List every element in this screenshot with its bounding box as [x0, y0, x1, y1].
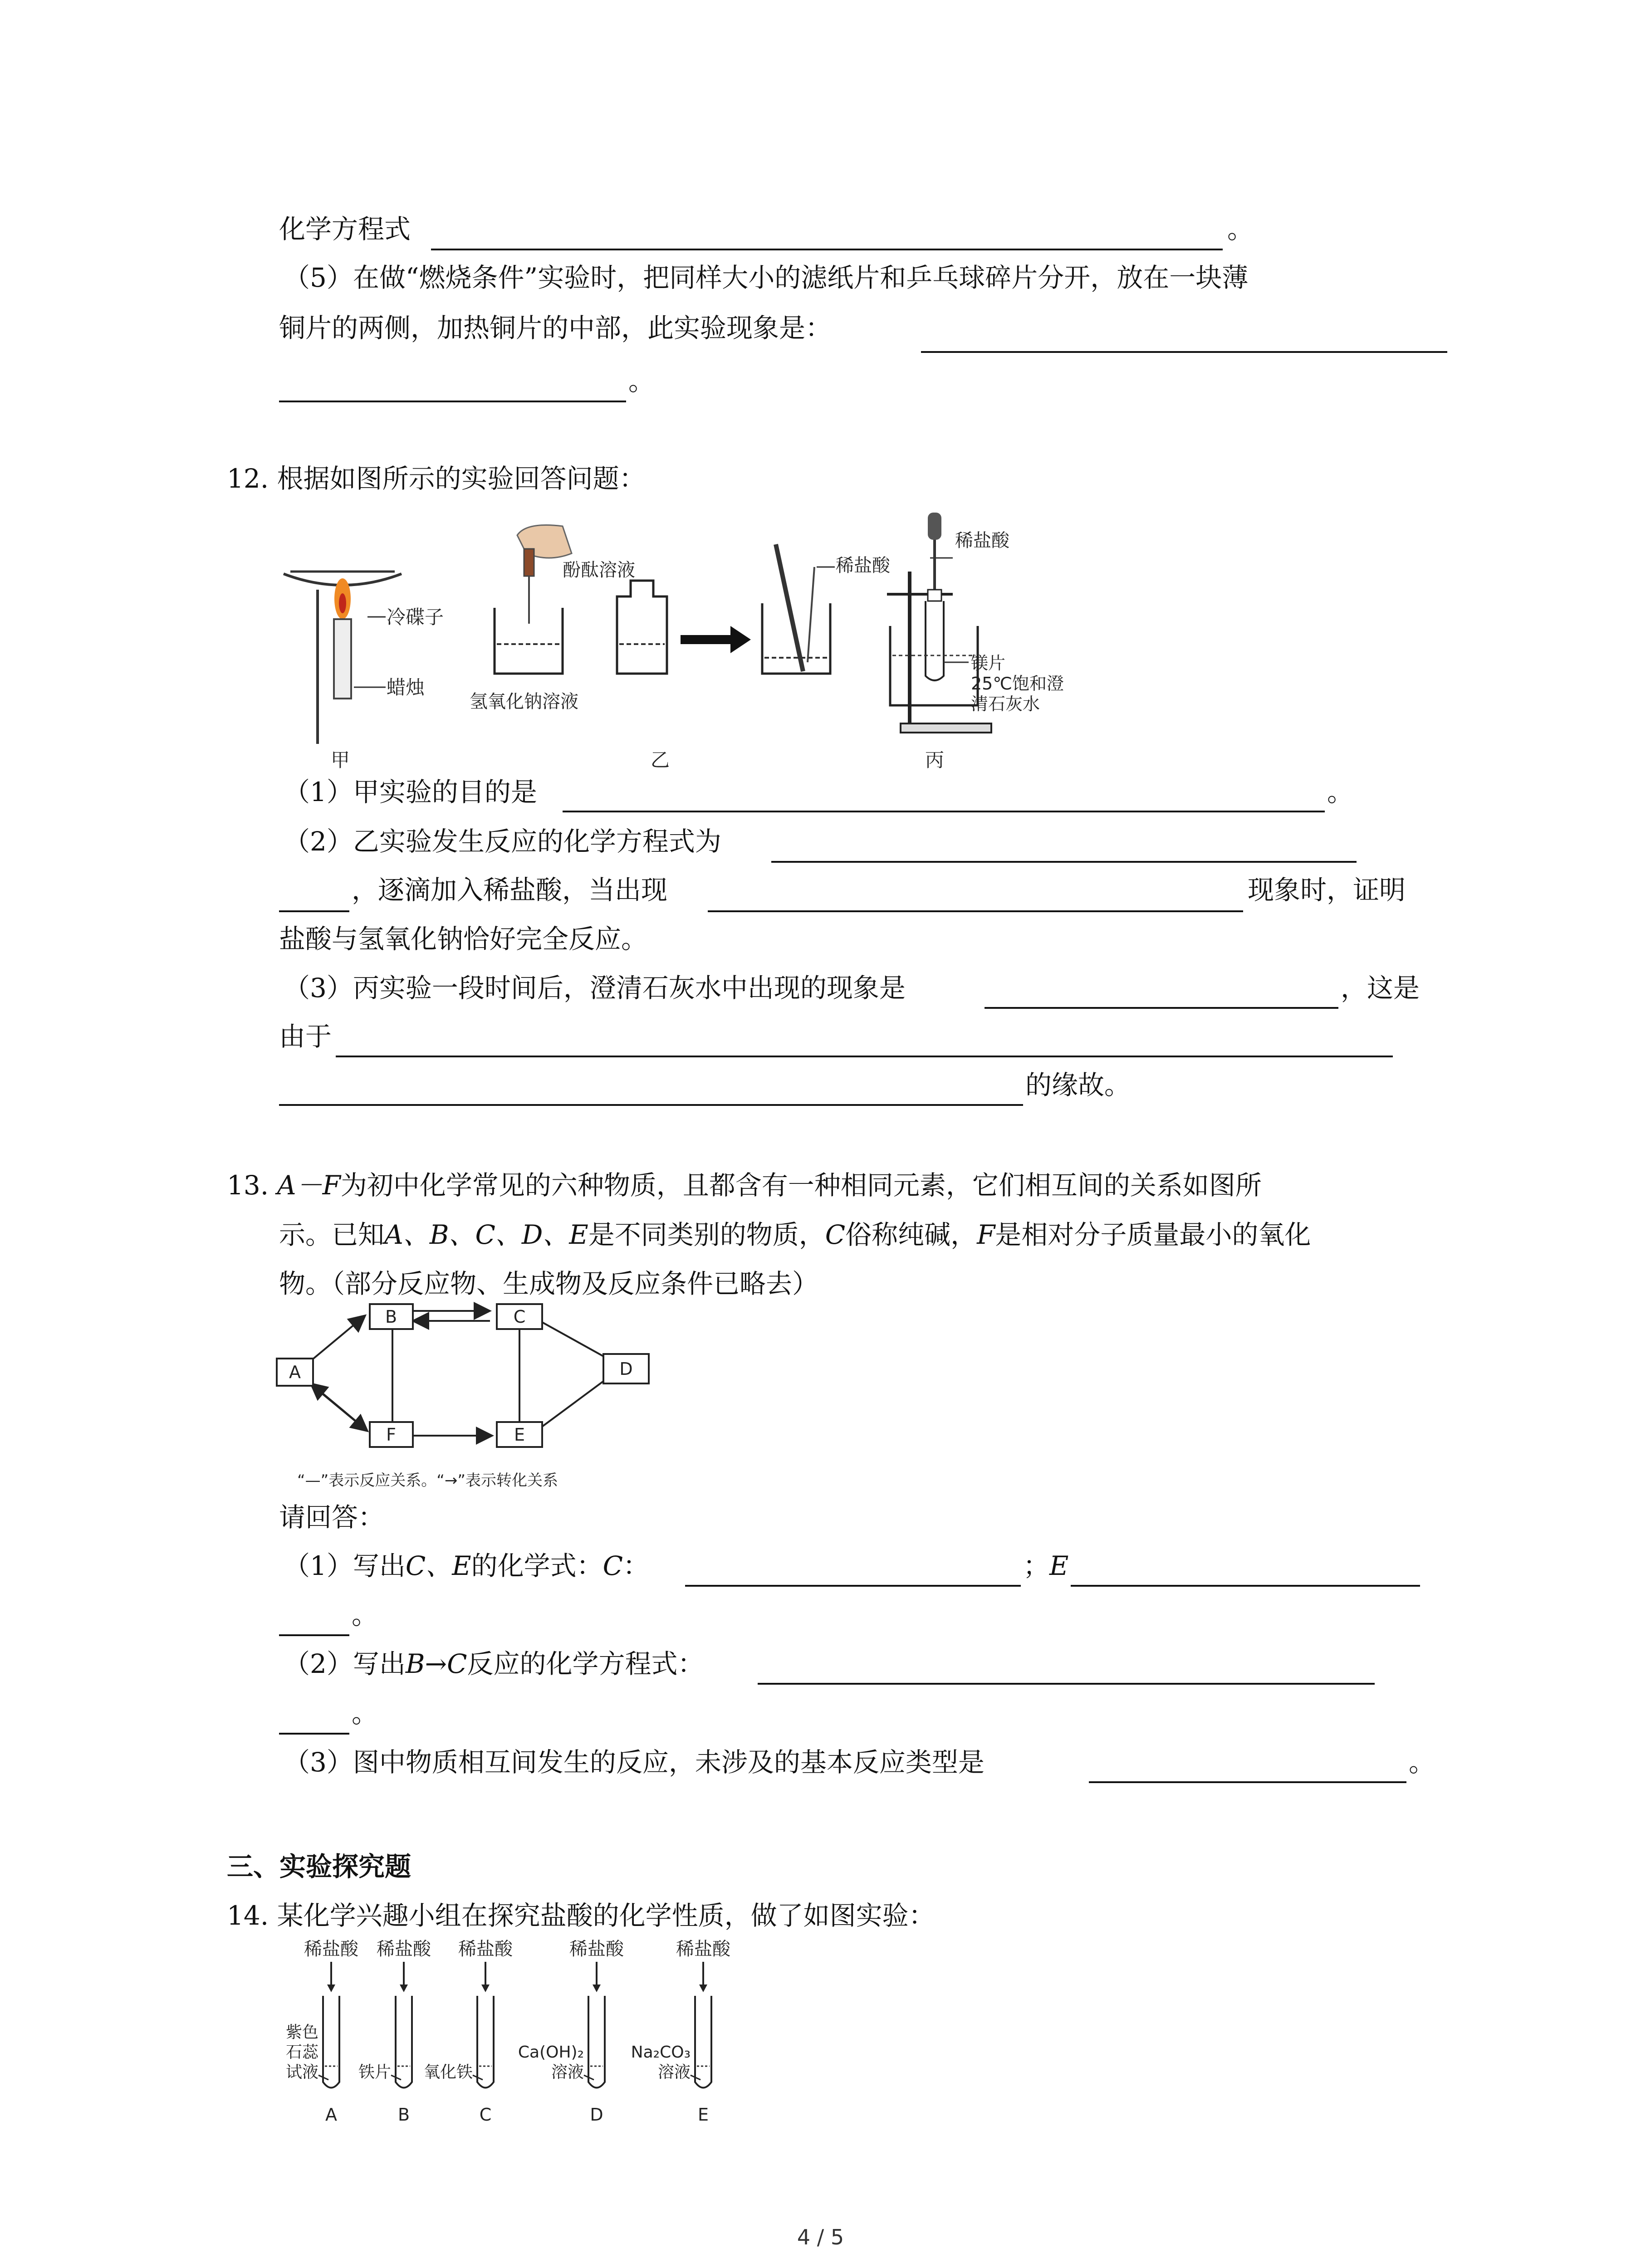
label-limewater-1: 25℃饱和澄: [971, 674, 1064, 694]
label-cold-plate: 冷碟子: [387, 606, 444, 628]
tube-side-label-A-0: 紫色: [285, 2023, 318, 2042]
q12-part3-line3-end: 的缘故。: [1025, 1070, 1131, 1100]
label-mg: 镁片: [971, 653, 1006, 673]
page-number: 4 / 5: [797, 2225, 844, 2249]
q12-part2-blank-3[interactable]: [708, 910, 1243, 912]
tube-letter-E: E: [697, 2105, 709, 2125]
q13-part2-end: 。: [352, 1698, 378, 1729]
q12-part2-mid: ，逐滴加入稀盐酸，当出现: [352, 875, 668, 905]
q11-part5-line1: （5）在做“燃烧条件”实验时，把同样大小的滤纸片和乒乓球碎片分开，放在一块薄: [284, 262, 1249, 293]
tube-letter-A: A: [325, 2105, 337, 2125]
tube-top-label-A: 稀盐酸: [304, 1939, 358, 1960]
q11-equation-label: 化学方程式: [279, 214, 411, 244]
label-bing: 丙: [925, 749, 945, 771]
q13-part1-blank-c[interactable]: [685, 1585, 1021, 1587]
experiment-jia: [284, 572, 444, 771]
q12-part3-line2: 由于: [279, 1021, 332, 1052]
tube-letter-C: C: [479, 2105, 492, 2125]
dropper-icon: [524, 549, 534, 576]
tube-side-label-C-0: 氧化铁: [423, 2063, 473, 2082]
experiment-bing: [887, 513, 1064, 771]
q13-stem-line1: 13. A－F为初中化学常见的六种物质，且都含有一种相同元素，它们相互间的关系如图所: [227, 1170, 1262, 1201]
diagram-legend: “—”表示反应关系。“→”表示转化关系: [297, 1471, 558, 1490]
node-e: E: [514, 1425, 525, 1445]
tube-top-label-C: 稀盐酸: [458, 1939, 513, 1960]
q12-figure: [272, 503, 1112, 785]
q13-part1: （1）写出C、E的化学式：C：: [284, 1550, 650, 1581]
test-tube-C: [477, 1996, 494, 2088]
beaker-3: [890, 626, 978, 705]
candle-icon: [334, 619, 351, 699]
tube-letter-D: D: [590, 2105, 603, 2125]
q12-part3-blank-3[interactable]: [279, 1104, 1023, 1106]
q12-part2-line3: 盐酸与氢氧化钠恰好完全反应。: [279, 924, 648, 954]
dropper-bulb: [928, 513, 941, 540]
q12-part1-blank[interactable]: [563, 811, 1325, 812]
experiment-yi: [470, 525, 891, 772]
label-yi: 乙: [650, 749, 670, 771]
tube-arrowhead-C: [481, 1984, 490, 1992]
q12-part2-blank-1[interactable]: [771, 861, 1357, 863]
q12-part1: （1）甲实验的目的是: [284, 777, 537, 807]
q13-part2-blank-2[interactable]: [279, 1733, 349, 1735]
label-candle: 蜡烛: [387, 676, 425, 699]
q12-part2: （2）乙实验发生反应的化学方程式为: [284, 826, 721, 857]
tube-side-label-D-0: Ca(OH)₂: [518, 2043, 584, 2062]
q12-stem: 12. 根据如图所示的实验回答问题：: [227, 463, 646, 494]
node-c: C: [513, 1307, 526, 1327]
q13-stem-line2: 示。已知A、B、C、D、E是不同类别的物质，C俗称纯碱，F是相对分子质量最小的氧化: [279, 1219, 1311, 1250]
label-dilute-hcl-2: 稀盐酸: [955, 530, 1009, 551]
tube-top-label-D: 稀盐酸: [569, 1939, 624, 1960]
q14-test-tubes-figure: [272, 1937, 771, 2136]
node-d: D: [619, 1359, 633, 1379]
q13-part2: （2）写出B→C反应的化学方程式：: [284, 1648, 704, 1679]
q13-part1-semicolon: ；E: [1023, 1550, 1069, 1581]
label-jia: 甲: [330, 749, 350, 771]
q13-ask: 请回答：: [279, 1502, 385, 1533]
test-tube-A: [323, 1996, 339, 2088]
section-3-title: 三、实验探究题: [227, 1851, 411, 1882]
label-dilute-hcl: 稀盐酸: [836, 555, 890, 576]
q11-part5-line2: 铜片的两侧，加热铜片的中部，此实验现象是：: [279, 313, 832, 343]
q13-stem-line3: 物。（部分反应物、生成物及反应条件已略去）: [279, 1268, 819, 1299]
q13-part1-blank-e-2[interactable]: [279, 1634, 349, 1636]
tube-arrowhead-A: [327, 1984, 335, 1992]
q12-part3-end: ，这是: [1341, 973, 1420, 1003]
stand-base: [901, 723, 991, 733]
q12-part2-end: 现象时，证明: [1248, 875, 1406, 905]
tube-side-label-E-1: 溶液: [657, 2063, 691, 2082]
q12-part3: （3）丙实验一段时间后，澄清石灰水中出现的现象是: [284, 973, 906, 1003]
q12-part3-blank-2[interactable]: [336, 1056, 1393, 1057]
q12-part2-blank-2[interactable]: [279, 910, 349, 912]
tube-top-label-B: 稀盐酸: [377, 1939, 431, 1960]
q13-part2-blank-1[interactable]: [758, 1683, 1375, 1685]
q12-part3-blank-1[interactable]: [985, 1007, 1338, 1009]
test-tube-D: [588, 1996, 605, 2088]
tube-letter-B: B: [397, 2105, 410, 2125]
test-tube-B: [396, 1996, 412, 2088]
tube-top-label-E: 稀盐酸: [676, 1939, 730, 1960]
label-phenolphthalein: 酚酞溶液: [563, 560, 635, 581]
q11-phenomenon-blank-1[interactable]: [921, 351, 1447, 353]
bottle: [617, 581, 667, 674]
arrow-icon: [681, 626, 751, 653]
tube-side-label-E-0: Na₂CO₃: [631, 2043, 691, 2062]
label-limewater-2: 清石灰水: [971, 694, 1040, 714]
tube-side-label-B-0: 铁片: [358, 2063, 391, 2082]
tube-arrowhead-B: [400, 1984, 408, 1992]
q13-part1-blank-e[interactable]: [1071, 1585, 1420, 1587]
q13-part1-end: 。: [352, 1599, 378, 1630]
q13-part3: （3）图中物质相互间发生的反应，未涉及的基本反应类型是: [284, 1747, 985, 1778]
label-naoh: 氢氧化钠溶液: [470, 691, 578, 712]
glass-rod: [776, 544, 803, 671]
node-a: A: [289, 1362, 301, 1382]
test-tube: [926, 601, 944, 680]
test-tube-E: [695, 1996, 711, 2088]
tube-side-label-A-1: 石蕊: [285, 2043, 318, 2062]
q11-period-2: 。: [628, 366, 655, 396]
tube-side-label-A-2: 试液: [285, 2063, 318, 2082]
node-f: F: [386, 1425, 396, 1445]
tube-side-label-D-1: 溶液: [551, 2063, 584, 2082]
q13-relation-diagram: [272, 1302, 681, 1497]
q13-part3-end: 。: [1409, 1747, 1435, 1778]
q11-phenomenon-blank-2[interactable]: [279, 401, 626, 402]
tube-arrowhead-D: [593, 1984, 601, 1992]
node-b: B: [385, 1307, 397, 1327]
tube-arrowhead-E: [699, 1984, 707, 1992]
q11-equation-blank[interactable]: [431, 249, 1223, 250]
q11-period: 。: [1227, 214, 1254, 244]
q13-part3-blank[interactable]: [1089, 1781, 1406, 1783]
q14-stem: 14. 某化学兴趣小组在探究盐酸的化学性质，做了如图实验：: [227, 1900, 935, 1931]
q12-part1-end: 。: [1327, 777, 1354, 807]
